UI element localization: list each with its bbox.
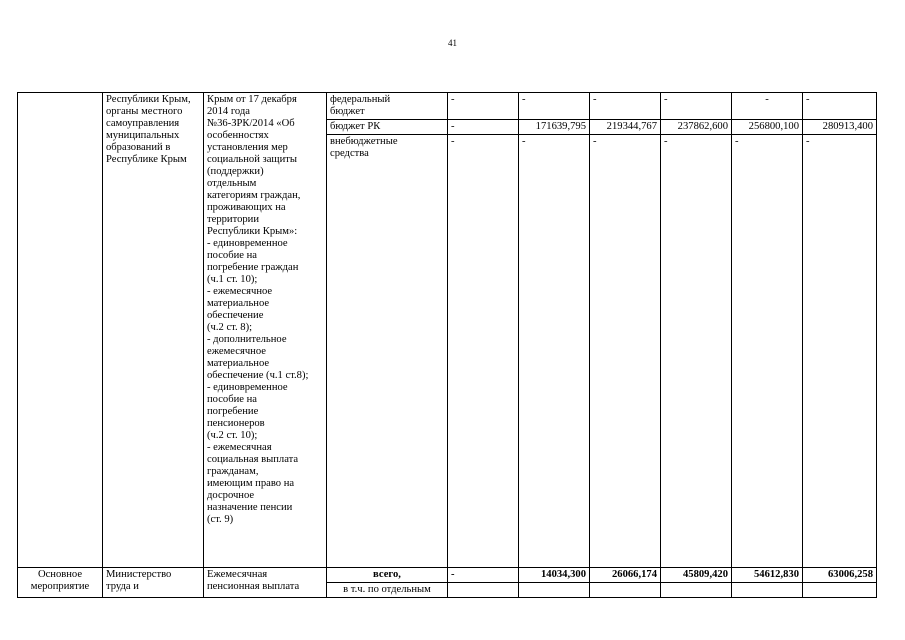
funding-source-cell: в т.ч. по отдельным [327, 583, 448, 598]
value-cell: 280913,400 [803, 120, 877, 135]
value-cell: 256800,100 [732, 120, 803, 135]
executor-cell: Республики Крым, органы местного самоуправления муниципальных образований в Республике Крым [103, 93, 204, 568]
funding-source-cell: внебюджетные средства [327, 135, 448, 568]
value-cell [732, 583, 803, 598]
table-row [18, 93, 877, 120]
value-cell: 237862,600 [661, 120, 732, 135]
page-number: 41 [448, 38, 457, 48]
value-cell: - [519, 135, 590, 568]
value-cell: - [519, 93, 590, 120]
value-cell: - [448, 568, 519, 583]
value-cell: 14034,300 [519, 568, 590, 583]
value-cell: 26066,174 [590, 568, 661, 583]
funding-source-cell: всего, [327, 568, 448, 583]
category-cell: Основное мероприятие [18, 568, 103, 598]
value-cell: 219344,767 [590, 120, 661, 135]
value-cell: - [590, 135, 661, 568]
funding-source-cell: федеральный бюджет [327, 93, 448, 120]
value-cell: - [448, 135, 519, 568]
value-cell: - [661, 135, 732, 568]
program-funding-table [17, 92, 877, 598]
value-cell: - [803, 93, 877, 120]
value-cell: - [732, 135, 803, 568]
value-cell: 171639,795 [519, 120, 590, 135]
value-cell: - [803, 135, 877, 568]
value-cell [448, 583, 519, 598]
value-cell: - [448, 120, 519, 135]
value-cell: - [590, 93, 661, 120]
value-cell [519, 583, 590, 598]
value-cell: - [732, 93, 803, 120]
executor-cell: Министерство труда и [103, 568, 204, 598]
category-cell [18, 93, 103, 568]
value-cell: - [448, 93, 519, 120]
value-cell [661, 583, 732, 598]
table-row [18, 568, 877, 583]
value-cell: - [661, 93, 732, 120]
value-cell: 63006,258 [803, 568, 877, 583]
value-cell: 54612,830 [732, 568, 803, 583]
value-cell [590, 583, 661, 598]
description-cell: Ежемесячная пенсионная выплата [204, 568, 327, 598]
value-cell [803, 583, 877, 598]
description-cell: Крым от 17 декабря 2014 года №36-ЗРК/2014 «Об особенностях установления мер социальной защиты (поддержки) отдельным категориям граждан, проживающих на территории Республики Крым»: - единовременное пособие на погребение граждан (ч.1 ст. 10); - ежемесячное материальное обеспечение (ч.2 ст. 8); - дополнительное ежемесячное материальное обеспечение (ч.1 ст.8); - единовременное пособие на погребение пенсионеров (ч.2 ст. 10); - ежемесячная социальная выплата гражданам, имеющим право на досрочное назначение пенсии (ст. 9) [204, 93, 327, 568]
value-cell: 45809,420 [661, 568, 732, 583]
funding-source-cell: бюджет РК [327, 120, 448, 135]
